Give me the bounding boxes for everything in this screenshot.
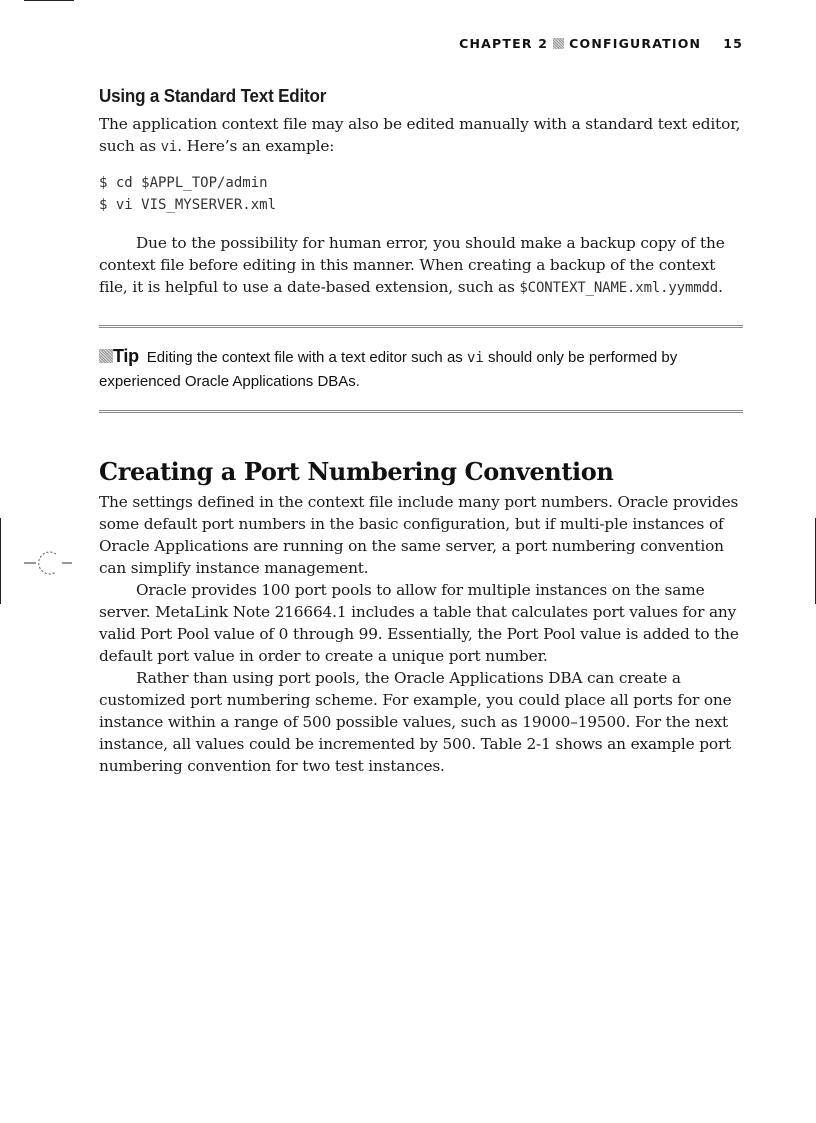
paragraph-ports-3: Rather than using port pools, the Oracle Applications DBA can create a customized port numbering scheme. For example, you could place all ports for one instance within a range of 500 possible values, such as 19000–19500. For the next instance, all values could be incremented by 500. Table 2-1 shows an example port numbering convention for two test instances. [99, 669, 732, 775]
page-number: 15 [723, 36, 743, 51]
crop-mark-top [24, 0, 74, 3]
code-block [99, 172, 743, 216]
code-line: $ cd $APPL_TOP/admin [99, 175, 268, 191]
page-content [99, 84, 743, 777]
tip-label: Tip [113, 346, 139, 366]
registration-mark-icon [22, 548, 74, 578]
section-heading-port-numbering: Creating a Port Numbering Convention [99, 457, 614, 486]
tip-marker-icon [99, 349, 113, 363]
tip-inline-code: vi [466, 350, 484, 366]
tip-text-before: Editing the context file with a text editor such as [146, 349, 467, 366]
chapter-title: CONFIGURATION [569, 36, 702, 51]
tip-box [99, 325, 743, 413]
inline-code-vi: vi [160, 139, 178, 155]
running-head [459, 36, 743, 51]
code-line: $ vi VIS_MYSERVER.xml [99, 197, 277, 213]
crop-mark-left [0, 518, 1, 604]
chapter-label: CHAPTER 2 [459, 36, 549, 51]
paragraph-intro: The application context file may also be edited manually with a standard text editor, such as vi. Here’s an example: [99, 115, 741, 155]
paragraph-backup: Due to the possibility for human error, you should make a backup copy of the context file before editing in this manner. When creating a backup of the context file, it is helpful to use a date-based extension, such as $CONTEXT_NAME.xml.yymmdd. [99, 234, 725, 296]
paragraph-ports-1: The settings defined in the context file include many port numbers. Oracle provides some default port numbers in the basic configuration, but if multi-ple instances of Oracle Applications are running on the same server, a port numbering convention can simplify instance management. [99, 493, 739, 577]
section-heading-text-editor: Using a Standard Text Editor [99, 85, 327, 106]
separator-square-icon [553, 38, 564, 49]
paragraph-ports-2: Oracle provides 100 port pools to allow for multiple instances on the same server. MetaLink Note 216664.1 includes a table that calculates port values for any valid Port Pool value of 0 through 99. Essentially, the Port Pool value is added to the default port value in order to create a unique port number. [99, 581, 739, 665]
inline-code-context-name: $CONTEXT_NAME.xml.yymmdd [519, 280, 719, 296]
tip-text-after: should only be performed by experienced Oracle Applications DBAs. [99, 349, 678, 390]
